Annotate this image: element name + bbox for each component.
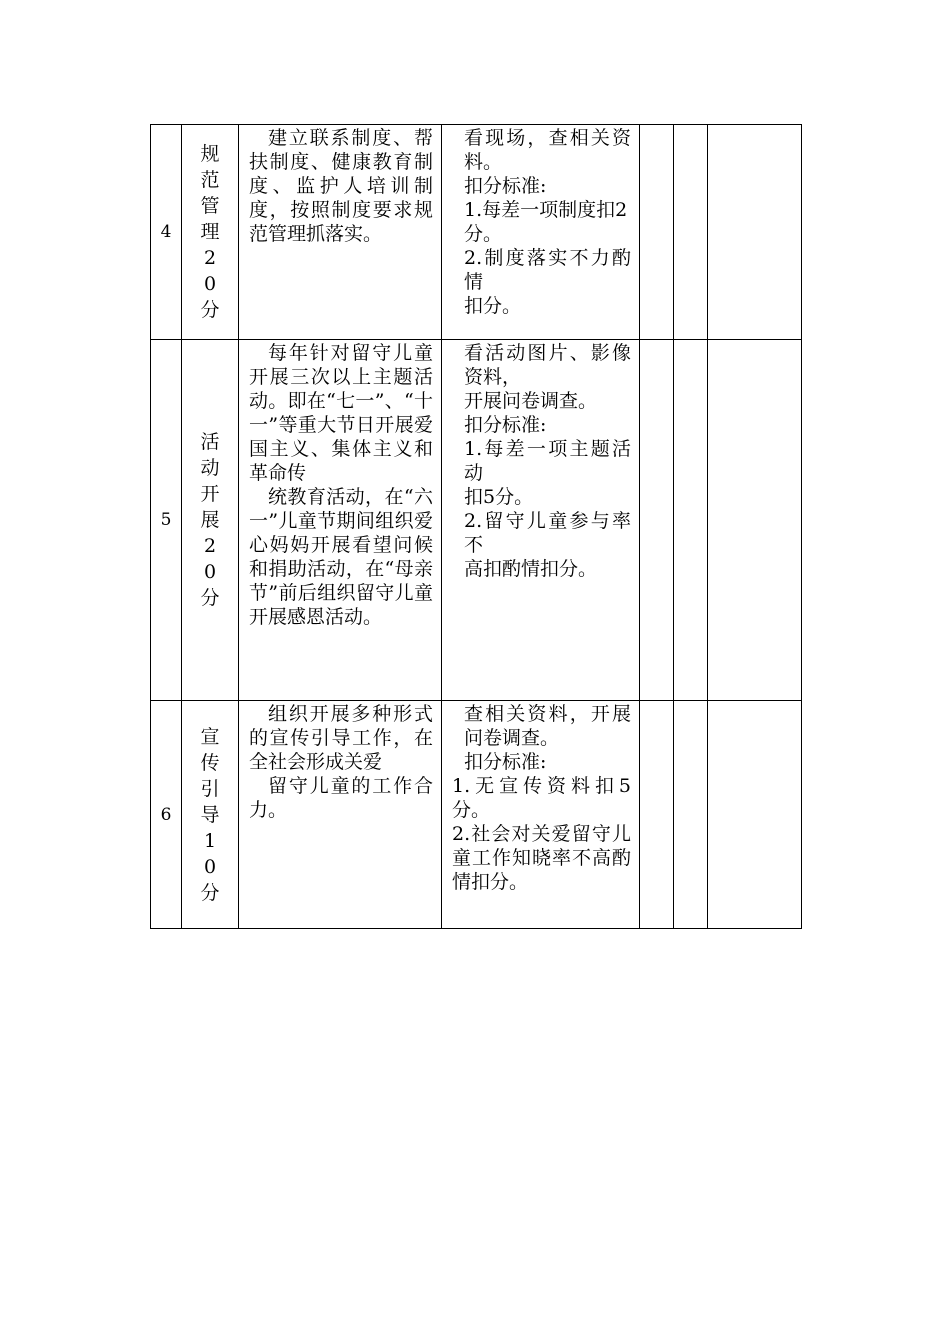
table-row xyxy=(151,125,802,340)
item-method xyxy=(442,701,640,929)
method-line: 扣分标准: xyxy=(464,414,547,436)
item-number: 6 xyxy=(151,701,182,929)
method-line: 扣分。 xyxy=(464,295,522,317)
method-line: 扣5分。 xyxy=(464,486,534,508)
item-method xyxy=(442,125,640,340)
category-label: 规范管理20分 xyxy=(200,143,220,321)
item-number: 4 xyxy=(151,125,182,340)
content-paragraph: 组织开展多种形式的宣传引导工作，在全社会形成关爱 xyxy=(249,703,433,773)
method-line: 开展问卷调查。 xyxy=(464,390,598,412)
method-line: 1.每差一项主题活动 xyxy=(464,438,631,484)
method-line: 扣分标准: xyxy=(464,751,547,773)
remarks-cell xyxy=(708,340,802,701)
evaluation-table xyxy=(150,124,802,929)
method-line: 1.每差一项制度扣2 xyxy=(464,199,628,221)
category-label: 宣传引导10分 xyxy=(200,725,220,904)
score-cell-self xyxy=(640,125,674,340)
method-line: 查相关资料，开展问卷调查。 xyxy=(464,703,631,749)
item-category xyxy=(182,701,239,929)
score-cell-review xyxy=(674,701,708,929)
method-line: 高扣酌情扣分。 xyxy=(464,558,598,580)
category-label: 活动开展20分 xyxy=(200,431,220,609)
item-category xyxy=(182,340,239,701)
item-category xyxy=(182,125,239,340)
score-cell-review xyxy=(674,125,708,340)
score-cell-self xyxy=(640,340,674,701)
remarks-cell xyxy=(708,125,802,340)
content-paragraph: 每年针对留守儿童开展三次以上主题活动。即在“七一”、“十一”等重大节日开展爱国主义、集体主义和革命传 xyxy=(249,342,433,484)
remarks-cell xyxy=(708,701,802,929)
method-line: 2.社会对关爱留守儿童工作知晓率不高酌情扣分。 xyxy=(452,823,631,893)
score-cell-review xyxy=(674,340,708,701)
method-line: 2.制度落实不力酌情 xyxy=(464,247,631,293)
table-row xyxy=(151,701,802,929)
content-paragraph: 建立联系制度、帮扶制度、健康教育制度、监护人培训制度，按照制度要求规范管理抓落实。 xyxy=(249,127,433,245)
item-content xyxy=(239,701,442,929)
content-paragraph: 统教育活动，在“六一”儿童节期间组织爱心妈妈开展看望问候和捐助活动，在“母亲节”前后组织留守儿童开展感恩活动。 xyxy=(249,486,433,628)
method-line: 看现场，查相关资料。 xyxy=(464,127,631,173)
method-line: 看活动图片、影像资料， xyxy=(464,342,631,388)
method-line: 1.无宣传资料扣5分。 xyxy=(452,775,631,821)
item-content xyxy=(239,340,442,701)
item-method xyxy=(442,340,640,701)
method-line: 扣分标准: xyxy=(464,175,547,197)
method-line: 分。 xyxy=(464,223,503,245)
item-content xyxy=(239,125,442,340)
score-cell-self xyxy=(640,701,674,929)
table-row xyxy=(151,340,802,701)
item-number: 5 xyxy=(151,340,182,701)
content-paragraph: 留守儿童的工作合力。 xyxy=(249,775,433,821)
method-line: 2.留守儿童参与率不 xyxy=(464,510,631,556)
